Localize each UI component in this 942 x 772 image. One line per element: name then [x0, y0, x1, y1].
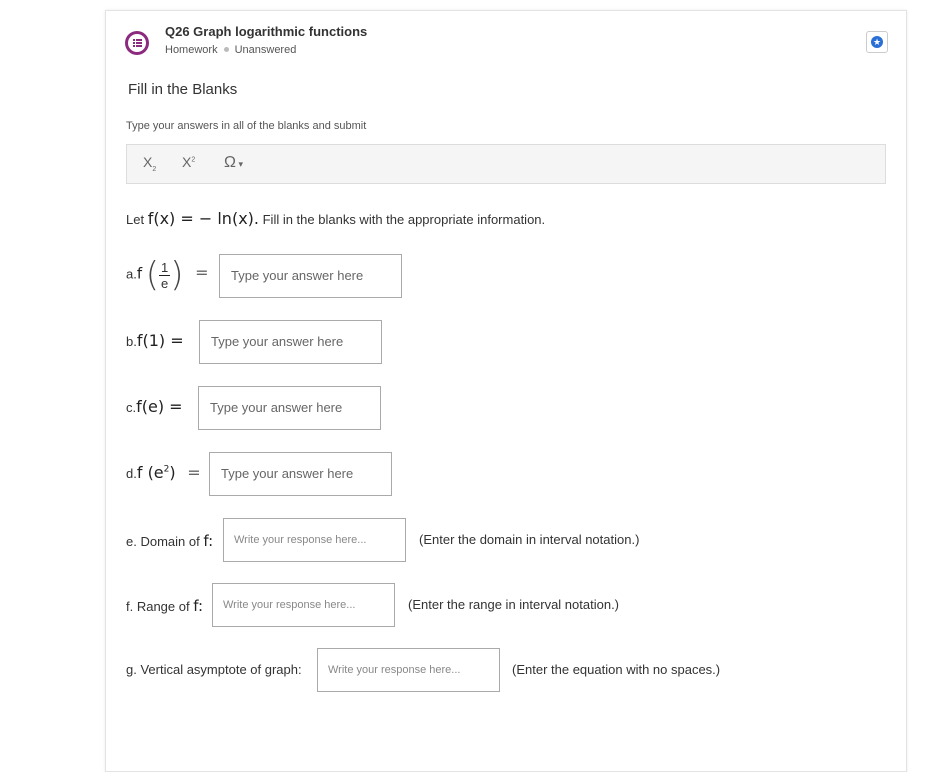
prompt-text: Fill in the blanks with the appropriate information. — [262, 212, 546, 227]
question-card — [105, 10, 907, 772]
separator-dot — [224, 47, 229, 52]
fraction-1-over-e: $\frac{1}{e}$ — [161, 259, 169, 291]
answer-input-c[interactable]: Type your answer here — [198, 386, 381, 430]
star-icon: ★ — [872, 37, 882, 47]
question-meta — [165, 44, 296, 56]
item-g-label: g. Vertical asymptote of graph: — [126, 662, 302, 677]
item-c-label: c.f(e) = — [126, 397, 183, 416]
bookmark-button[interactable] — [866, 31, 888, 53]
question-title: Q26 Graph logarithmic functions — [165, 24, 368, 39]
answer-input-b[interactable]: Type your answer here — [199, 320, 382, 364]
response-input-range[interactable]: Write your response here... — [212, 583, 395, 627]
formatting-toolbar — [126, 144, 886, 184]
item-b-label: b.f(1) = — [126, 331, 184, 350]
domain-hint: (Enter the domain in interval notation.) — [419, 532, 640, 547]
subscript-button[interactable]: $X_2$ — [143, 154, 157, 173]
item-d-label: d.f $(e^2)$ = — [126, 463, 201, 482]
function-definition: f(x) = − ln(x). — [147, 209, 259, 228]
item-e-label: e. Domain of f: — [126, 532, 214, 550]
special-characters-button[interactable]: Ω ▾ — [224, 154, 243, 171]
problem-prompt — [126, 209, 545, 228]
question-status: Unanswered — [234, 44, 297, 56]
asymptote-hint: (Enter the equation with no spaces.) — [512, 662, 721, 677]
answer-input-d[interactable]: Type your answer here — [209, 452, 392, 496]
response-input-domain[interactable]: Write your response here... — [223, 518, 406, 562]
item-a-label: a.f ( $\frac{1}{e}$ ) = — [126, 255, 209, 295]
question-type: Homework — [165, 44, 218, 56]
item-f-label: f. Range of f: — [126, 597, 204, 615]
section-title: Fill in the Blanks — [128, 81, 238, 98]
range-hint: (Enter the range in interval notation.) — [408, 597, 620, 612]
instructions: Type your answers in all of the blanks and submit — [126, 120, 367, 132]
prompt-lead: Let — [126, 212, 145, 227]
response-input-asymptote[interactable]: Write your response here... — [317, 648, 500, 692]
question-type-icon — [125, 31, 149, 55]
answer-input-a[interactable]: Type your answer here — [219, 254, 402, 298]
superscript-button[interactable]: $X^2$ — [182, 154, 196, 170]
